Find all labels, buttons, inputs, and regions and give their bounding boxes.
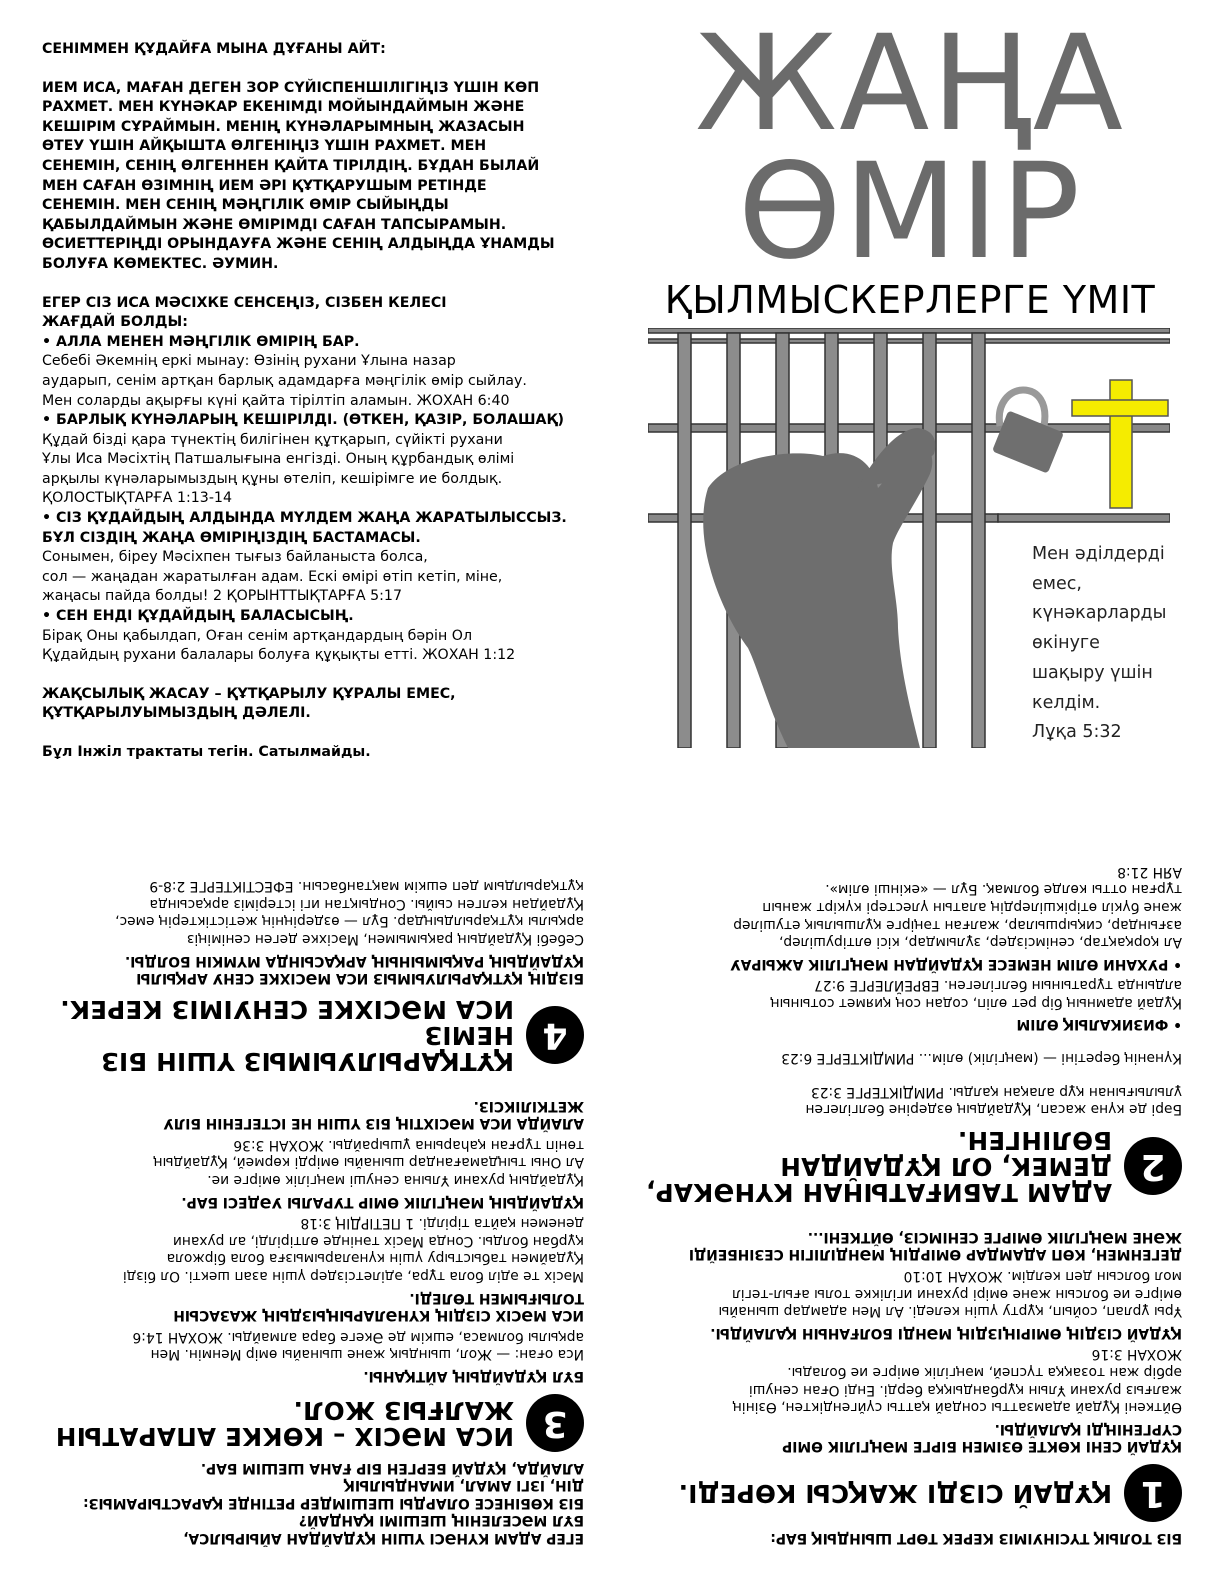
s2-p3: • ФИЗИКАЛЫҚ ӨЛІМ (1016, 1016, 1182, 1033)
verse-ref: Лұқа 5:32 (1032, 722, 1122, 743)
section-2-title: АДАМ ТАБИҒАТЫНАН КҮНӘКАР, ДЕМЕК, ОЛ ҚҰДАЙДАН БӨЛІНГЕН. (645, 1126, 1112, 1208)
title-line-2: ӨМІР (737, 135, 1083, 289)
good-deeds-note: ЖАҚСЫЛЫҚ ЖАСАУ – ҚҰТҚАРЫЛУ ҚҰРАЛЫ ЕМЕС, ҚҰТҚАРЫЛУЫМЫЗДЫҢ ДӘЛЕЛІ. (42, 685, 456, 722)
section-3-header (39, 1394, 584, 1452)
section-4-title: ҚҰТҚАРЫЛУЫМЫЗ ҮШІН БІЗ НЕМІЗ ИСА МӘСІХКЕ СЕНУІМІЗ КЕРЕК. (60, 995, 514, 1077)
s2-p2: Күнәнің беретіні — (мәңгілік) өлім... РИМДІКТЕРГЕ 6:23 (781, 1050, 1182, 1067)
s3-p2: Иса оған: — Жол, шындық және шынайы өмір Менмін. Мен арқылы болмаса, ешкім де Әкеге бара алмайды. ЖОХАН 14:6 (132, 1328, 584, 1363)
s1-p4: Ұры ұрлап, сойып, құрту үшін келеді. Ал Мен адамдар шынайы өмірге ие болсын және өмірі рухани игілікке толы ағыл-тегіл мол болсын деп келдім. ЖОХАН 10:10 (718, 1268, 1182, 1320)
s4-p1: БІЗДІҢ ҚҰТҚАРЫЛУЫМЫЗ ИСА МӘСІХКЕ СЕНУ АРҚЫЛЫ ҚҰДАЙДЫҢ РАҚЫМЫНЫҢ АРҚАСЫНДА МҮМКІН БОЛДЫ. (124, 952, 584, 987)
cross-icon (1072, 380, 1168, 508)
s3-p7: АЛАЙДА ИСА МӘСІХТІҢ БІЗ ҮШІН НЕ ІСТЕГЕНІН БІЛУ ЖЕТКІЛІКСІЗ. (163, 1097, 584, 1132)
believe-item-4-text: Бірақ Оны қабылдап, Оған сенім артқандардың бәрін Ол Құдайдың рухани балалары болуға құқықты етті. ЖОХАН 1:12 (42, 627, 516, 664)
s3-p6: Құдайдың рухани Ұлына сенуші мәңгілік өмірге ие. Ал Оны тыңдамағандар шынайы өмірді көрмей, Құдайдың төніп тұрған қаһарына ұшырайды. ЖОХАН 3:36 (153, 1136, 584, 1189)
four-truths-intro: БІЗ ТОЛЫҚ ТҮСІНУІМІЗ КЕРЕК ТӨРТ ШЫНДЫҚ БАР: (770, 1530, 1182, 1546)
verse-text: Мен әділдерді емес, күнәкарларды өкінуге шақыру үшін келдім. (1032, 544, 1167, 713)
s2-p6: Ал қорқақтар, сенімсіздер, зұлымдар, кісі өлтірушілер, азғындар, сиқыршылар, жалған тәңірге құлшылық етушілер және бүкіл өтірікшілердің алатын үлестері күкірт жанып тұрған отты көлде болмақ. Бұл — «екінші өлім». АЯН 21:8 (733, 863, 1182, 951)
section-3-4-column (39, 873, 584, 1546)
believe-item-2-text: Құдай бізді қара түнектің билігінен құтқарып, сүйікті рухани Ұлы Иса Мәсіхтің Патшалығына енгізді. Оның құрбандық өлімі арқылы күнәларымыздың құны өтеліп, кешірімге ие болдық. ҚОЛОСТЫҚТАРҒА 1:13-14 (42, 431, 515, 507)
s4-p2: Себебі Құдайдың рақымымен, Мәсіхке деген сеніміңіз арқылы құтқарылдыңдар. Бұл — өздеріңнің жетістіктерің емес, Құдайдан келген сыйы. Сондықтан игі істеріміз арқасында құтқарылдым деп ешкім мақтанбасын. ЕФЕСТІКТЕРГЕ 2:8-9 (115, 878, 584, 947)
believe-item-4-title: • СЕН ЕНДІ ҚҰДАЙДЫҢ БАЛАСЫСЫҢ. (42, 608, 354, 625)
believe-heading: ЕГЕР СІЗ ИСА МӘСІХКЕ СЕНСЕҢІЗ, СІЗБЕН КЕЛЕСІ ЖАҒДАЙ БОЛДЫ: (42, 294, 447, 331)
s2-p1: Бәрі де күнә жасап, Құдайдың өздеріне белгілеген ұлылығынан құр алақан қалды. РИМДІКТЕРГЕ 3:23 (805, 1083, 1182, 1118)
s2-p4: Құдай адамның бір рет өліп, содан соң қиямет сотының алдында тұратынын белгілеген. ЕВРЕЙЛЕРГЕ 9:27 (770, 977, 1182, 1011)
s1-p1: ҚҰДАЙ СЕНІ КӨКТЕ ӨЗІМЕН БІРГЕ МӘҢГІЛІК ӨМІР СҮРГЕНІҢДІ ҚАЛАЙДЫ. (782, 1420, 1182, 1455)
s3-p3: ИСА МӘСІХ СІЗДІҢ КҮНӘЛАРЫҢЫЗДЫҢ ЖАЗАСЫН ТОЛЫҒЫМЕН ТӨЛЕДІ. (173, 1289, 584, 1324)
s3-p4: Мәсіх те әділ бола тұра, әділетсіздер үшін азап шекті. Ол бізді Құдаймен табыстыру үшін күнәларымызға бола біржола құрбан болды. Сонда Мәсіх тәнінде өлтірілді, ал рухани денемен қайта тірілді. 1 ПЕТІРДІҢ 3:18 (122, 1215, 584, 1285)
section-2-number: 2 (1124, 1137, 1182, 1195)
section-1-2-column (637, 858, 1182, 1546)
bottom-panel-rotated (0, 792, 1224, 1584)
section-1-title: ҚҰДАЙ СІЗДІ ЖАҚСЫ КӨРЕДІ. (678, 1479, 1112, 1509)
section-1-header (637, 1464, 1182, 1522)
s3-intro: ЕГЕР АДАМ КҮНӘСІ ҮШІН ҚҰДАЙДАН АЙЫРЫЛСА, БҰЛ МӘСЕЛЕНІҢ ШЕШІМІ ҚАНДАЙ? БІЗ КӨБІНЕСЕ ОЛАРДЫ ШЕШІМДЕР РЕТІНДЕ ҚАРАСТЫРАМЫЗ: ДІН, ІЗГІ АМАЛ, ИМАНДЫЛЫҚ АЛАЙДА, ҚҰДАЙ БЕРГЕН БІР ҒАНА ШЕШІМ БАР. (83, 1459, 584, 1546)
s1-p2: Өйткені Құдай адамзатты сондай қатты сүйгендіктен, Өзінің жалғыз рухани Ұлын құрбандыққа берді. Енді Оған сенуші әрбір жан тозаққа түспей, мәңгілік өмірге ие болады. ЖОХАН 3:16 (732, 1346, 1182, 1416)
section-3-number: 3 (526, 1394, 584, 1452)
believe-item-3-title: • СІЗ ҚҰДАЙДЫҢ АЛДЫНДА МҮЛДЕМ ЖАҢА ЖАРАТЫЛЫССЫЗ. БҰЛ СІЗДІҢ ЖАҢА ӨМІРІҢІЗДІҢ БАСТАМАСЫ. (42, 510, 567, 546)
tract-subtitle: ҚЫЛМЫСКЕРЛЕРГЕ ҮМІТ (664, 278, 1156, 322)
title-line-1: ЖАҢА (694, 7, 1126, 161)
tract-title (640, 7, 1180, 289)
s3-p5: ҚҰДАЙДЫҢ МӘҢГІЛІК ӨМІР ТУРАЛЫ УӘДЕСІ БАР. (181, 1193, 584, 1210)
s1-p5: ДЕГЕНМЕН, КӨП АДАМДАР ӨМІРДІҢ МӘНДІЛІГІН СЕЗІНБЕЙДІ ЖӘНЕ МӘҢГІЛІК ӨМІРГЕ СЕНІМСІЗ, ӨЙТКЕНІ... (688, 1228, 1182, 1263)
believe-item-1-title: • АЛЛА МЕНЕН МӘҢГІЛІК ӨМІРІҢ БАР. (42, 333, 360, 350)
section-2-header (637, 1126, 1182, 1208)
prayer-column (42, 40, 602, 763)
s3-p1: БҰЛ ҚҰДАЙДЫҢ АЙТҚАНЫ. (363, 1368, 584, 1385)
verse-box (1032, 540, 1182, 748)
padlock-icon (992, 390, 1064, 474)
believe-item-2-title: • БАРЛЫҚ КҮНӘЛАРЫҢ КЕШІРІЛДІ. (ӨТКЕН, ҚАЗІР, БОЛАШАҚ) (42, 412, 564, 429)
section-4-number: 4 (526, 1006, 584, 1064)
section-4-header (39, 995, 584, 1077)
s1-p3: ҚҰДАЙ СІЗДІҢ ӨМІРІҢІЗДІҢ МӘНДІ БОЛҒАНЫН ҚАЛАЙДЫ. (710, 1324, 1182, 1341)
s2-p5: • РУХАНИ ӨЛІМ НЕМЕСЕ ҚҰДАЙДАН МӘҢГІЛІК АЖЫРАУ (730, 955, 1182, 972)
prayer-heading: СЕНІММЕН ҚҰДАЙҒА МЫНА ДҰҒАНЫ АЙТ: (42, 41, 386, 57)
free-note: Бұл Інжіл трактаты тегін. Сатылмайды. (42, 744, 371, 760)
believe-item-3-text: Сонымен, біреу Мәсіхпен тығыз байланыста болса, сол — жаңадан жаратылған адам. Ескі өмірі өтіп кетіп, міне, жаңасы пайда болды! 2 ҚОРЫНТТЫҚТАРҒА 5:17 (42, 549, 503, 605)
prayer-text: ИЕМ ИСА, МАҒАН ДЕГЕН ЗОР СҮЙІСПЕНШІЛІГІҢІЗ ҮШІН КӨП РАХМЕТ. МЕН КҮНӘКАР ЕКЕНІМДІ МОЙЫНДАЙМЫН ЖӘНЕ КЕШІРІМ СҰРАЙМЫН. МЕНІҢ КҮНӘЛАРЫМНЫҢ ЖАЗАСЫН ӨТЕУ ҮШІН АЙҚЫШТА ӨЛГЕНІҢІЗ ҮШІН РАХМЕТ. МЕН СЕНЕМІН, СЕНІҢ ӨЛГЕННЕН ҚАЙТА ТІРІЛДІҢ. БҰДАН БЫЛАЙ МЕН САҒАН ӨЗІМНІҢ ИЕМ ӘРІ ҚҰТҚАРУШЫМ РЕТІНДЕ СЕНЕМІН. МЕН СЕНІҢ МӘҢГІЛІК ӨМІР СЫЙЫҢДЫ ҚАБЫЛДАЙМЫН ЖӘНЕ ӨМІРІМДІ САҒАН ТАПСЫРАМЫН. ӨСИЕТТЕРІҢДІ ОРЫНДАУҒА ЖӘНЕ СЕНІҢ АЛДЫҢДА ҰНАМДЫ БОЛУҒА КӨМЕКТЕС. ӘУМИН. (42, 79, 555, 272)
believe-item-1-text: Себебі Әкемнің еркі мынау: Өзінің рухани Ұлына назар аударып, сенім артқан барлық адамдарға мәңгілік өмір сыйлау. Мен соларды ақырғы күні қайта тірілтіп аламын. ЖОХАН 6:40 (42, 353, 527, 409)
section-3-title: ИСА МӘСІХ – КӨККЕ АПАРАТЫН ЖАЛҒЫЗ ЖОЛ. (55, 1396, 514, 1452)
section-1-number: 1 (1124, 1464, 1182, 1522)
